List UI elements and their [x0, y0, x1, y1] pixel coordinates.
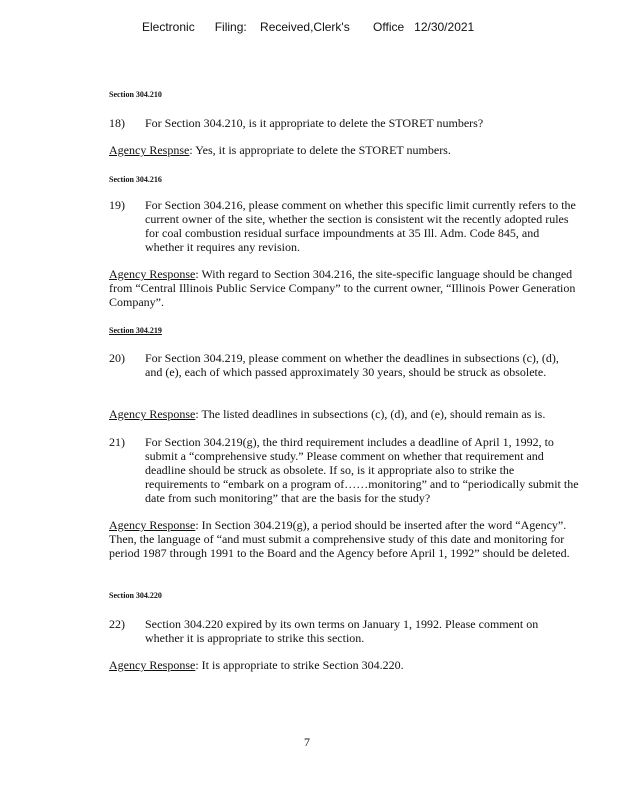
question-20	[109, 351, 579, 379]
response-20	[109, 407, 589, 421]
question-text: For Section 304.219, please comment on whether the deadlines in subsections (c), (d), and (e), each of which passed approximately 30 years, should be struck as obsolete.	[145, 351, 559, 379]
response-21	[109, 518, 589, 560]
response-text: : In Section 304.219(g), a period should be inserted after the word “Agency”. Then, the language of “and must submit a comprehensive study of this date and monitoring for period 1987 through 1991 to the Board and the Agency before April 1, 1992” should be deleted.	[109, 518, 570, 560]
response-label: Agency Response	[109, 267, 196, 281]
question-text: For Section 304.210, is it appropriate to delete the STORET numbers?	[145, 116, 484, 130]
question-number: 21)	[109, 435, 125, 449]
question-22	[109, 617, 579, 645]
response-label: Agency Response	[109, 518, 196, 532]
question-text: Section 304.220 expired by its own terms on January 1, 1992. Please comment on whether it is appropriate to strike this section.	[145, 617, 539, 645]
question-18	[109, 116, 579, 130]
question-text: For Section 304.219(g), the third requirement includes a deadline of April 1, 1992, to submit a “comprehensive study.” Please comment on whether that requirement and deadline should be struck as obsolete. If so, is it appropriate also to strike the requirements to “embark on a program of……monitoring” and to “periodically submit the date from such monitoring” that are the basis for the study?	[145, 435, 579, 505]
response-text: : With regard to Section 304.216, the site-specific language should be changed from “Central Illinois Public Service Company” to the current owner, “Illinois Power Generation Company”.	[109, 267, 576, 309]
response-label: Agency Response	[109, 658, 196, 672]
response-18	[109, 143, 589, 157]
question-19	[109, 198, 579, 254]
response-19	[109, 267, 589, 309]
question-number: 20)	[109, 351, 125, 365]
question-number: 18)	[109, 116, 125, 130]
page-number: 7	[304, 735, 310, 749]
question-number: 19)	[109, 198, 125, 212]
section-heading-304-216: Section 304.216	[109, 175, 162, 184]
section-heading-304-220: Section 304.220	[109, 591, 162, 600]
response-label: Agency Respnse	[109, 143, 190, 157]
response-text: : It is appropriate to strike Section 304.220.	[195, 658, 404, 672]
question-text: For Section 304.216, please comment on whether this specific limit currently refers to the current owner of the site, whether the section is consistent wit the recently adopted rules for coal combustion residual surface impoundments at 35 Ill. Adm. Code 845, and whether it requires any revision.	[145, 198, 576, 254]
response-text: : The listed deadlines in subsections (c), (d), and (e), should remain as is.	[195, 407, 546, 421]
response-text: : Yes, it is appropriate to delete the STORET numbers.	[189, 143, 451, 157]
response-22	[109, 658, 589, 672]
question-21	[109, 435, 579, 505]
section-heading-304-210: Section 304.210	[109, 90, 162, 99]
question-number: 22)	[109, 617, 125, 631]
section-heading-304-219: Section 304.219	[109, 326, 162, 335]
response-label: Agency Response	[109, 407, 196, 421]
electronic-filing-header: Electronic Filing: Received,Clerk's Office 12/30/2021	[142, 20, 475, 34]
